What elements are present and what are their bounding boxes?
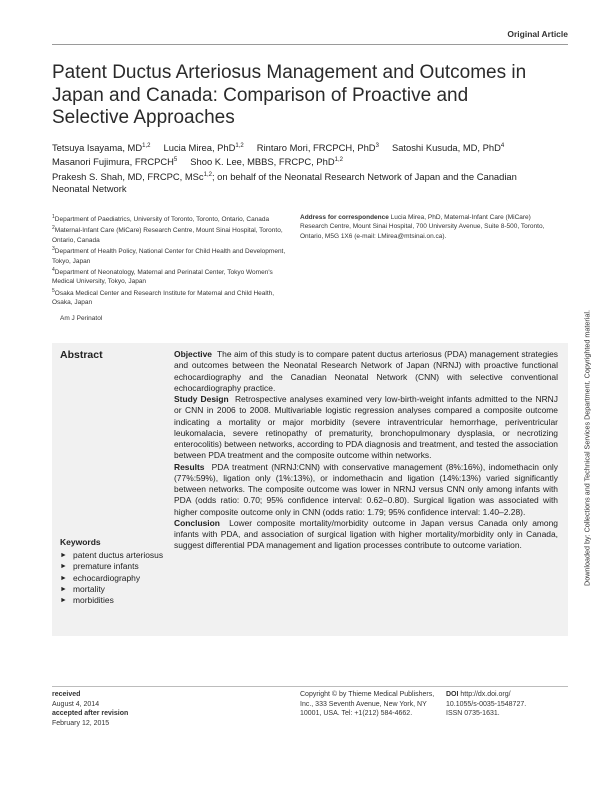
keyword-text: echocardiography (73, 572, 141, 583)
affiliation-number: 4 (52, 266, 55, 273)
author-name: Shoo K. Lee, MBBS, FRCPC, PhD (190, 156, 335, 168)
received-dates (52, 690, 222, 728)
arrow-bullet-icon: ► (60, 563, 67, 571)
accepted-date: February 12, 2015 (52, 719, 110, 727)
abstract-section-text: Retrospective analyses examined very low-birth-weight infants admitted to the NRNJ or CNN in 2006 to 2008. Multivariable logistic regression analyses compared a composite outcome indicating a mortality or major morbidity (severe intraventricular hemorrhage, periventricular leukomalacia, severe retinopathy of prematurity, bronchopulmonary dysplasia, or necrotizing enterocolitis) between networks, according to PDA diagnosis and treatment, and tested the association between PDA treatment and the composite outcome within networks. (174, 394, 558, 461)
arrow-bullet-icon: ► (60, 597, 67, 604)
keyword-text: morbidities (73, 595, 114, 605)
affiliation-number: 3 (52, 246, 55, 253)
header-rule (52, 44, 568, 45)
doi-line (446, 690, 568, 700)
abstract-section-label: Conclusion (174, 517, 220, 528)
affiliation-text: Department of Neonatology, Maternal and Perinatal Center, Tokyo Women's Medical University, Tokyo, Japan (52, 269, 273, 286)
author-line-2 (52, 154, 552, 168)
author-name: Rintaro Mori, FRCPCH, PhD (256, 142, 376, 154)
affiliation-number: 1 (52, 214, 55, 220)
keyword-text: premature infants (73, 561, 139, 572)
author-name: Lucia Mirea, PhD (163, 142, 236, 154)
affiliations (52, 213, 294, 307)
journal-name: Am J Perinatol (60, 315, 103, 322)
doi-id: 10.1055/s-0035-1548727. (446, 700, 527, 708)
author-line-1 (52, 140, 552, 154)
affiliation-item (52, 266, 294, 287)
abstract-section-conclusion (174, 518, 558, 552)
affiliation-text: Department of Paediatrics, University of Toronto, Toronto, Ontario, Canada (54, 216, 270, 224)
author-name: Satoshi Kusuda, MD, PhD (391, 142, 501, 154)
abstract-body (174, 349, 558, 552)
keywords-list (60, 550, 170, 606)
affiliation-number: 5 (52, 287, 55, 294)
affiliation-item (52, 213, 294, 224)
abstract-section-label: Study Design (174, 394, 229, 404)
correspondence-block (300, 213, 550, 241)
doi-label: DOI (446, 691, 459, 698)
arrow-bullet-icon: ► (60, 585, 67, 593)
affiliation-text: Maternal-Infant Care (MiCare) Research Centre, Mount Sinai Hospital, Toronto, Ontario, Canada (52, 227, 283, 244)
keyword-item (60, 573, 170, 584)
accepted-label: accepted after revision (52, 710, 129, 717)
copyright-notice: Copyright © by Thieme Medical Publishers, Inc., 333 Seventh Avenue, New York, NY 10001, USA. Tel: +1(212) 584-4662. (300, 691, 435, 717)
author-list (52, 140, 552, 195)
author-affil-sup: 1,2 (203, 171, 212, 178)
download-notice (580, 238, 594, 658)
abstract-section-objective (174, 349, 558, 394)
author-group-text: ; on behalf of the Neonatal Research Network of Japan and the Canadian Neonatal Network (52, 170, 517, 194)
abstract-section-study-design (174, 394, 558, 462)
footer-rule (52, 686, 568, 687)
abstract-section-text: PDA treatment (NRNJ:CNN) with conservative management (8%:16%), indomethacin only (77%:59%), ligation only (1%:13%), or indomethacin and ligation (14%:13%) varied significantly between networks. The composite outcome was lower in NRNJ versus CNN only among infants with PDA (odds ratio: 0.70; 95% confidence interval: 0.62–0.80). Surgical ligation was associated with higher composite outcome only in CNN (odds ratio: 1.79; 95% confidence interval: 1.40–2.28). (174, 461, 558, 517)
abstract-heading: Abstract (60, 349, 103, 361)
abstract-section-text: Lower composite mortality/morbidity outcome in Japan versus Canada only among infants with PDA, and association of surgical ligation with higher mortality/morbidity only in Canada, suggest differential PDA management and ligation processes contribute to outcome variation. (174, 517, 558, 551)
abstract-section-text: The aim of this study is to compare patent ductus arteriosus (PDA) management strategies and outcomes between the Neonatal Research Network of Japan (NRNJ) with proactive functional echocardiography and the Canadian Neonatal Network (CNN) with selective conventional echocardiography practice. (174, 349, 558, 393)
author-line-3 (52, 169, 552, 196)
author-affil-sup: 1,2 (334, 157, 343, 164)
keyword-text: patent ductus arteriosus (73, 550, 164, 560)
received-label: received (52, 691, 81, 698)
download-notice-text: Downloaded by: Collections and Technical Services Department. Copyrighted material. (582, 310, 592, 586)
keyword-item (60, 550, 170, 561)
doi-block (446, 690, 568, 719)
affiliation-number: 2 (52, 225, 55, 232)
arrow-bullet-icon: ► (60, 552, 67, 559)
author-affil-sup: 5 (173, 157, 178, 164)
affiliation-text: Department of Health Policy, National Center for Child Health and Development, Tokyo, Japan (52, 248, 286, 265)
affiliation-item (52, 245, 294, 266)
affiliation-item (52, 287, 294, 308)
keywords-heading: Keywords (60, 537, 101, 547)
arrow-bullet-icon: ► (60, 574, 67, 582)
author-name: Prakesh S. Shah, MD, FRCPC, MSc (52, 170, 204, 182)
received-date: August 4, 2014 (52, 700, 100, 708)
doi-url[interactable]: http://dx.doi.org/ (460, 691, 511, 698)
author-name: Tetsuya Isayama, MD (52, 142, 143, 154)
issn: ISSN 0735-1631. (446, 710, 500, 717)
abstract-section-results (174, 462, 558, 518)
affiliation-item (52, 224, 294, 245)
article-title: Patent Ductus Arteriosus Management and Outcomes in Japan and Canada: Comparison of Proactive and Selective Approaches (52, 62, 527, 128)
abstract-section-label: Objective (174, 349, 212, 359)
author-affil-sup: 1,2 (235, 143, 244, 149)
keyword-item (60, 561, 170, 572)
keyword-item (60, 595, 170, 606)
correspondence-label: Address for correspondence (300, 214, 389, 221)
keyword-item (60, 584, 170, 595)
author-name: Masanori Fujimura, FRCPCH (52, 156, 174, 168)
keyword-text: mortality (73, 583, 105, 594)
correspondence-text: Lucia Mirea, PhD, Maternal-Infant Care (MiCare) Research Centre, Mount Sinai Hospital, 700 University Avenue, Suite 8-500, Toronto, Ontario, M5G 1X6 (e-mail: LMirea@mtsinai.on.ca). (300, 214, 545, 240)
author-affil-sup: 4 (500, 143, 505, 149)
author-affil-sup: 3 (375, 143, 379, 149)
author-affil-sup: 1,2 (142, 143, 151, 149)
abstract-section-label: Results (174, 461, 205, 472)
affiliation-text: Osaka Medical Center and Research Institute for Maternal and Child Health, Osaka, Japan (52, 289, 275, 307)
article-type-label: Original Article (507, 29, 568, 39)
